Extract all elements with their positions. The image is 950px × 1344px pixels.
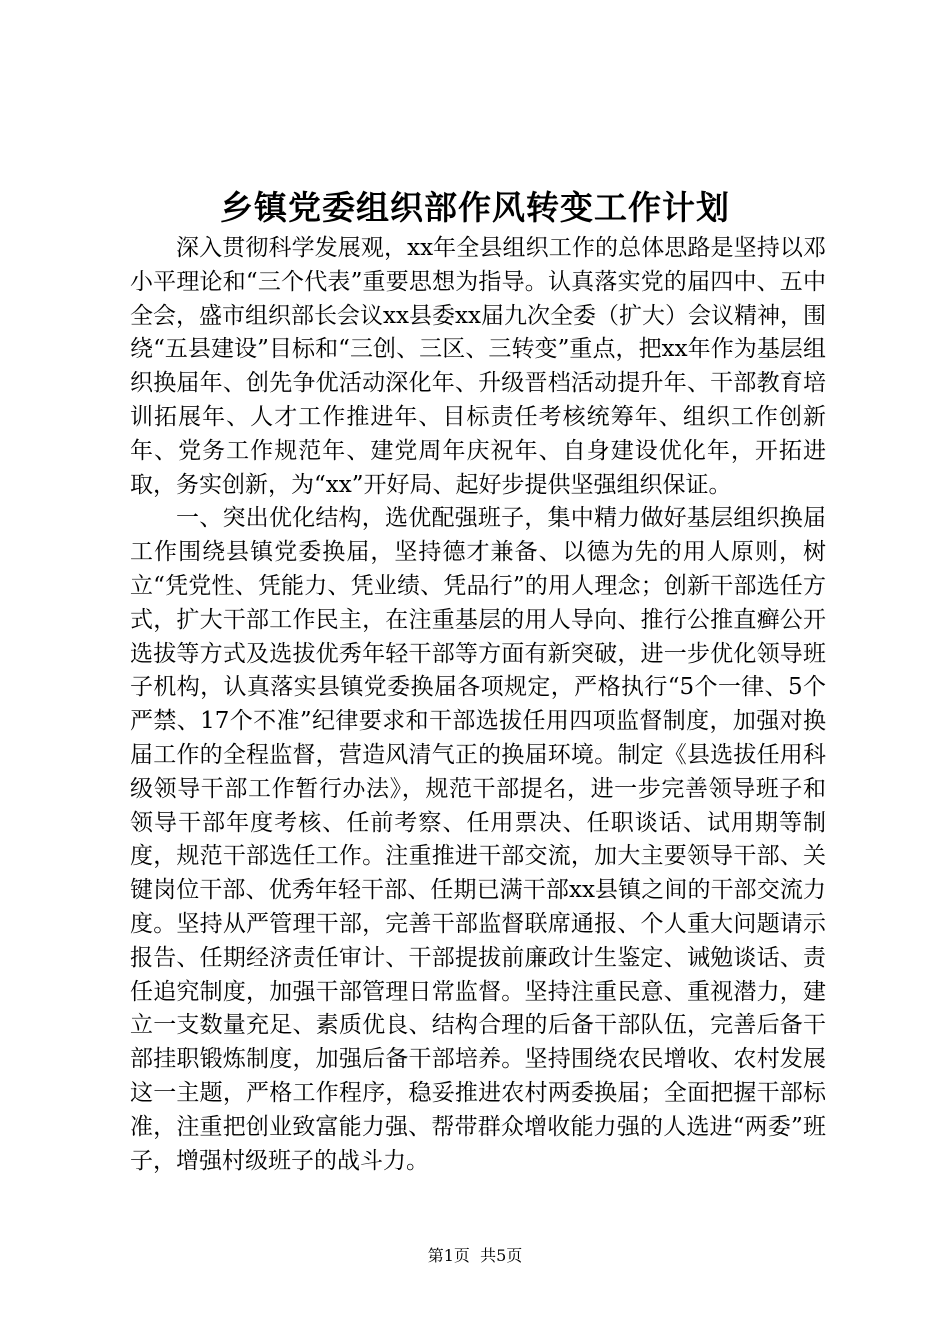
footer-gap — [470, 1246, 480, 1265]
document-title: 乡镇党委组织部作风转变工作计划 — [220, 188, 730, 227]
body-paragraph-1: 深入贯彻科学发展观，xx年全县组织工作的总体思路是坚持以邓小平理论和“三个代表”重要思想为指导。认真落实党的届四中、五中全会，盛市组织部长会议xx县委xx届九次全委（扩大）会议精神，围绕“五县建设”目标和“三创、三区、三转变”重点，把xx年作为基层组织换届年、创先争优活动深化年、升级晋档活动提升年、干部教育培训拓展年、人才工作推进年、目标责任考核统筹年、组织工作创新年、党务工作规范年、建党周年庆祝年、自身建设优化年，开拓进取，务实创新，为“xx”开好局、起好步提供坚强组织保证。 — [130, 235, 826, 498]
body-paragraph-2: 一、突出优化结构，选优配强班子，集中精力做好基层组织换届工作围绕县镇党委换届，坚持德才兼备、以德为先的用人原则，树立“凭党性、凭能力、凭业绩、凭品行”的用人理念；创新干部选任方式，扩大干部工作民主，在注重基层的用人导向、推行公推直癣公开选拔等方式及选拔优秀年轻干部等方面有新突破，进一步优化领导班子机构，认真落实县镇党委换届各项规定，严格执行“5个一律、5个严禁、17个不准”纪律要求和干部选拔任用四项监督制度，加强对换届工作的全程监督，营造风清气正的换届环境。制定《县选拔任用科级领导干部工作暂行办法》，规范干部提名，进一步完善领导班子和领导干部年度考核、任前考察、任用票决、任职谈话、试用期等制度，规范干部选任工作。注重推进干部交流，加大主要领导干部、关键岗位干部、优秀年轻干部、任期已满干部xx县镇之间的干部交流力度。坚持从严管理干部，完善干部监督联席通报、个人重大问题请示报告、任期经济责任审计、干部提拔前廉政计生鉴定、诫勉谈话、责任追究制度，加强干部管理日常监督。坚持注重民意、重视潜力，建立一支数量充足、素质优良、结构合理的后备干部队伍，完善后备干部挂职锻炼制度，加强后备干部培养。坚持围绕农民增收、农村发展这一主题，严格工作程序，稳妥推进农村两委换届；全面把握干部标准，注重把创业致富能力强、帮带群众增收能力强的人选进“两委”班子，增强村级班子的战斗力。 — [130, 505, 826, 1174]
page-footer — [0, 1244, 950, 1268]
page-number: 第1页 — [427, 1246, 470, 1265]
document-body — [130, 232, 826, 1178]
page-total: 共5页 — [480, 1246, 523, 1265]
